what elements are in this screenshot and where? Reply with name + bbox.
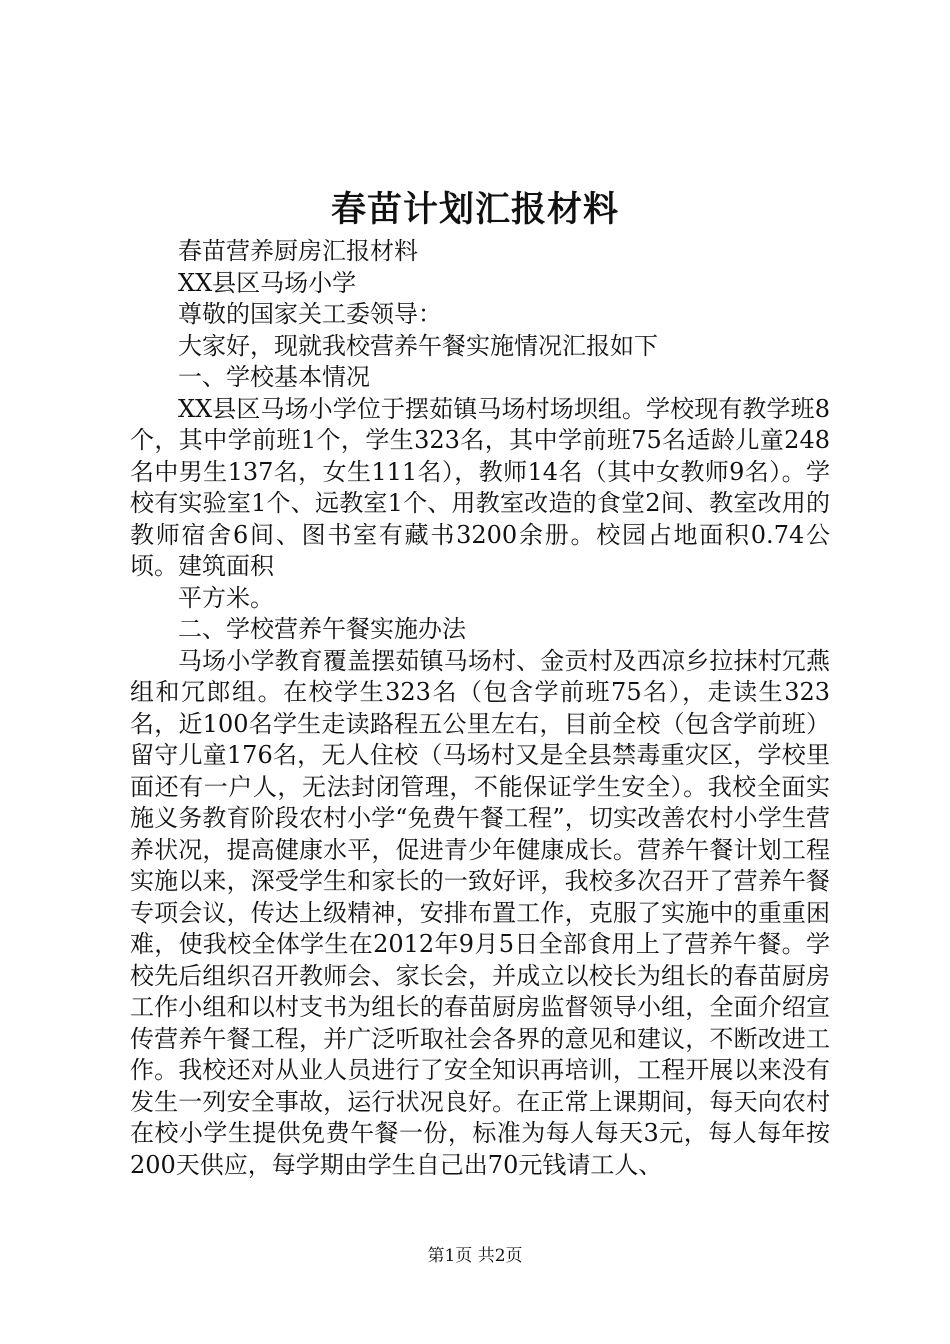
section-heading-basic-info: 一、学校基本情况: [178, 363, 370, 391]
paragraph-basic-info: XX县区马场小学位于摆茹镇马场村场坝组。学校现有教学班8个，其中学前班1个，学生323名，其中学前班75名适龄儿童248名中男生137名，女生111名），教师14名（其中女教师9名）。学校有实验室1个、远教室1个、用教室改造的食堂2间、教室改用的教师宿舍6间、图书室有藏书3200余册。校园占地面积0.74公顷。建筑面积: [130, 394, 830, 580]
page-number-footer: 第1页 共2页: [427, 1246, 523, 1266]
document-title: 春苗计划汇报材料: [330, 189, 619, 230]
paragraph-lunch-method: 马场小学教育覆盖摆茹镇马场村、金贡村及西凉乡拉抹村冗燕组和冗郎组。在校学生323名（包含学前班75名），走读生323名，近100名学生走读路程五公里左右，目前全校（包含学前班）留守儿童176名，无人住校（马场村又是全县禁毒重灾区，学校里面还有一户人，无法封闭管理，不能保证学生安全）。我校全面实施义务教育阶段农村小学“免费午餐工程”，切实改善农村小学生营养状况，提高健康水平，促进青少年健康成长。营养午餐计划工程实施以来，深受学生和家长的一致好评，我校多次召开了营养午餐专项会议，传达上级精神，安排布置工作，克服了实施中的重重困难，使我校全体学生在2012年9月5日全部食用上了营养午餐。学校先后组织召开教师会、家长会，并成立以校长为组长的春苗厨房工作小组和以村支书为组长的春苗厨房监督领导小组，全面介绍宣传营养午餐工程，并广泛听取社会各界的意见和建议，不断改进工作。我校还对从业人员进行了安全知识再培训，工程开展以来没有发生一列安全事故，运行状况良好。在正常上课期间，每天向农村在校小学生提供免费午餐一份，标准为每人每天3元，每人每年按200天供应，每学期由学生自己出70元钱请工人、: [130, 646, 830, 1179]
paragraph-area-unit: 平方米。: [178, 583, 274, 612]
document-body: [130, 236, 830, 1181]
paragraph-school-name: XX县区马场小学: [178, 268, 357, 297]
paragraph-greeting: 大家好，现就我校营养午餐实施情况汇报如下: [178, 331, 658, 360]
paragraph-subtitle: 春苗营养厨房汇报材料: [178, 237, 418, 265]
section-heading-lunch-method: 二、学校营养午餐实施办法: [178, 615, 466, 643]
paragraph-salutation: 尊敬的国家关工委领导：: [178, 300, 442, 328]
